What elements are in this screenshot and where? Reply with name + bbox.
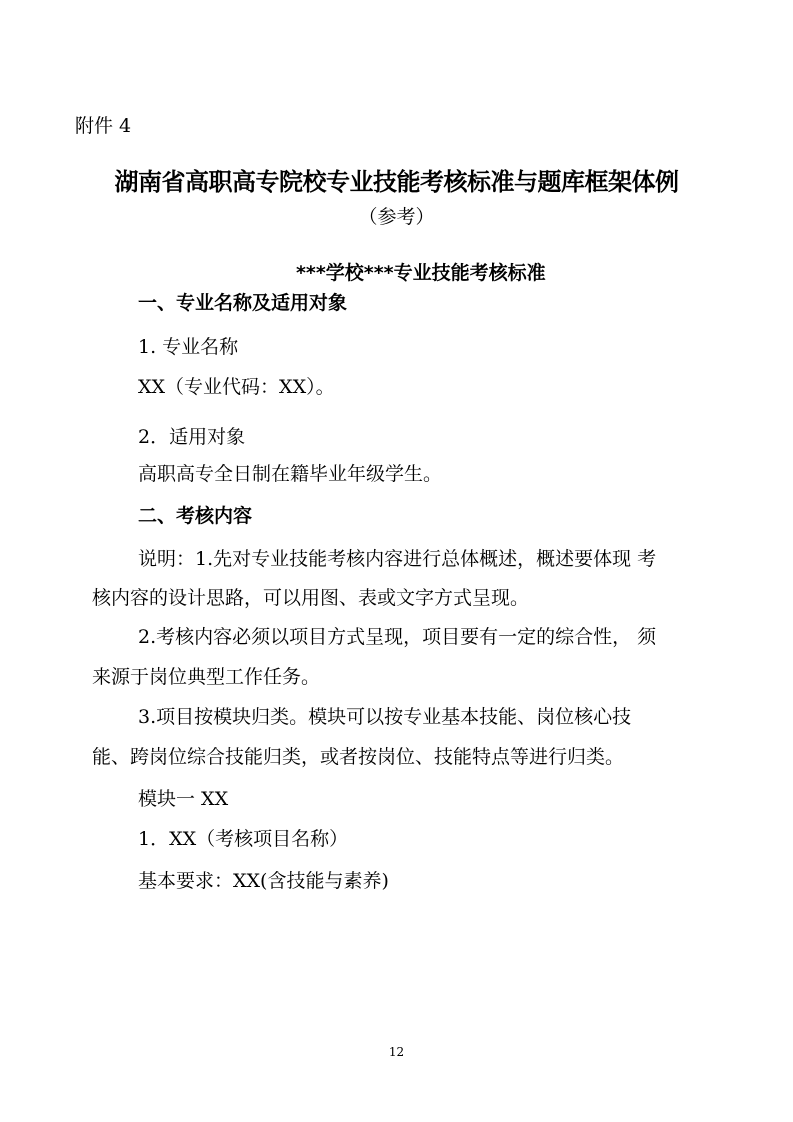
note-3-line-1: 3.项目按模块归类。模块可以按专业基本技能、岗位核心技	[138, 706, 632, 728]
section-2-heading: 二、考核内容	[138, 505, 253, 527]
project-label: 1．XX（考核项目名称）	[138, 828, 349, 850]
attachment-label: 附件 4	[75, 115, 132, 137]
basic-requirements: 基本要求：XX(含技能与素养)	[138, 870, 389, 892]
item-2-text: 高职高专全日制在籍毕业年级学生。	[138, 463, 443, 485]
note-3-line-2: 能、跨岗位综合技能归类，或者按岗位、技能特点等进行归类。	[92, 746, 625, 768]
item-1-text: XX（专业代码：XX）。	[138, 376, 335, 398]
note-2-line-1: 2.考核内容必须以项目方式呈现，项目要有一定的综合性， 须	[138, 626, 657, 648]
page-number: 12	[388, 1045, 405, 1059]
item-1-label: 1. 专业名称	[138, 336, 239, 358]
document-subtitle: （参考）	[358, 206, 435, 228]
note-1-line-2: 核内容的设计思路，可以用图、表或文字方式呈现。	[92, 587, 530, 609]
document-title: 湖南省高职高专院校专业技能考核标准与题库框架体例	[114, 167, 679, 196]
section-1-heading: 一、专业名称及适用对象	[138, 292, 348, 314]
note-2-line-2: 来源于岗位典型工作任务。	[92, 666, 321, 688]
module-label: 模块一 XX	[138, 788, 229, 810]
note-1-line-1: 说明：1.先对专业技能考核内容进行总体概述，概述要体现 考	[138, 548, 657, 570]
item-2-label: 2．适用对象	[138, 426, 246, 448]
standard-title: ***学校***专业技能考核标准	[296, 262, 546, 284]
